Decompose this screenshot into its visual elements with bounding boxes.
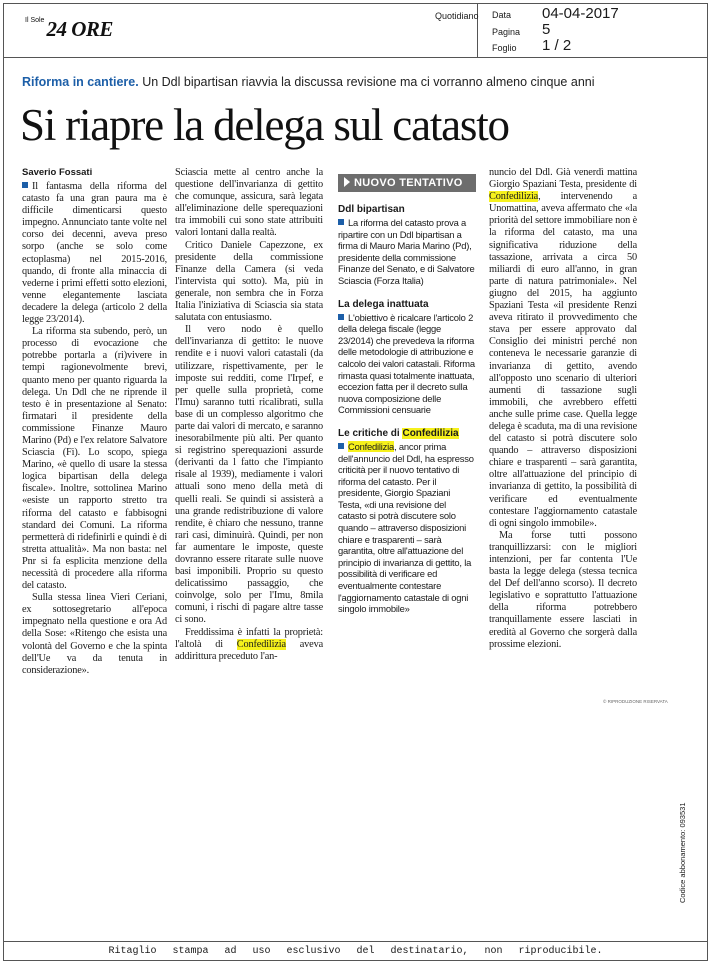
paragraph: Sulla stessa linea Vieri Ceriani, ex sottosegretario all'epoca impegnato nella questione e ora Ad della Sose: «Ritengo che esista una volontà del Governo e che la spinta dell'Ue va da tenuta in considerazione». (22, 592, 167, 676)
square-bullet-icon (338, 219, 344, 225)
article-column-4 (489, 167, 637, 651)
paragraph: Sciascia mette al centro anche la questione dell'invarianza di gettito che comunque, assicura, sarà legata all'eliminazione delle sperequazioni tra immobili cui sono state attribuiti valori lontani dalla realtà. (175, 167, 323, 239)
subscription-code: Codice abbonamento: 093531 (678, 802, 687, 903)
highlighted-term: Confedilizia (236, 638, 286, 650)
paragraph: Critico Daniele Capezzone, ex presidente della commissione Finanze della Camera (si veda l'intervista qui sotto). Ma, più in generale, non sembra che in Forza Italia l'iniziativa di Sciascia sia stata salutata con entusiasmo. (175, 239, 323, 324)
sheet-value: 1 / 2 (542, 37, 572, 54)
logo-small-text: Il Sole (25, 17, 45, 24)
square-bullet-icon (22, 182, 28, 188)
square-bullet-icon (338, 443, 344, 449)
paragraph: Il fantasma della riforma del catasto fa una gran paura ma è difficile dimenticarsi questo impegno. Annunciato tante volte nel corso dei decenni, aveva preso sorpo (anche se solo come ectoplasma) nel 2015-2016, quando, di fronte alla minaccia di vederne i primi effetti sotto elezioni, venne elegantemente lasciata decadere la delega (articolo 2 della legge 23/2014). (22, 181, 167, 326)
box-header: NUOVO TENTATIVO (338, 174, 476, 192)
page-value: 5 (542, 21, 551, 38)
square-bullet-icon (338, 314, 344, 320)
paragraph: La riforma sta subendo, però, un processo di evocazione che potrebbe portarla a (ri)vivere in tempi ragionevolmente brevi, quanto meno per quanto riguarda la delega. Un Ddl che ne riprende il testo è in presentazione al Senato: firmatari il presidente della commissione Finanze Mauro Marino (Pd) e l'ex relatore Salvatore Sciascia (Fi). Lo scopo, spiega Marino, «è quello di usare la stessa logica bipartisan della delega fiscale». Inoltre, sottolinea Marino «esiste un rapporto stretto tra riforma del catasto e fabbisogni standard dei Comuni. La riforma permetterà di ridefinirli e quindi è di stretta attualità». Ma non basta: nel Pnr si fa esplicita menzione della necessità di procedere alla riforma del catasto. (22, 326, 167, 592)
triangle-icon (344, 177, 350, 187)
kicker-bold: Riforma in cantiere. (22, 75, 139, 89)
box-section-text: Confedilizia, ancor prima dell'annuncio del Ddl, ha espresso criticità per il nuovo tentativo di riforma del catasto. Per il presidente, Giorgio Spaziani Testa, «di una revisione del catasto si potrà discutere solo quando – attraverso disposizioni chiare e trasparenti – sarà garantita, oltre all'attuazione del principio di invarianza di gettito, la possibilità di verificare ed eventualmente contestare l'aggiornamento catastale di ogni singolo immobile» (338, 440, 474, 615)
masthead-area (3, 3, 478, 58)
paragraph: Il vero nodo è quello dell'invarianza di gettito: le nuove rendite e i nuovi valori catastali (da utilizzare, rispettivamente, per le imposte sui redditi, come l'Irpef, e per quelle sulla proprietà, come l'Imu) saranno tutti ricalibrati, sulla base di un complesso algoritmo che parte dai valori di mercato, e saranno inesorabilmente più alti. Per quanto si registrino sperequazioni assurde (derivanti da l fatto che l'impianto risale al 1939), mediamente i valori attuali sono meno della metà di quelli reali. Se quindi si assisterà a una grande redistribuzione di valore rendite, è chiaro che nessuno, tranne rari casi, diminuirà. Quindi, per non far aumentare le imposte, queste dovranno essere ritarate sulle nuove basi imponibili. Proprio su questo delicatissimo passaggio, che coinvolge, solo per l'Imu, 8mila comuni, i rischi di pagare altre tasse ci sono. (175, 324, 323, 626)
newspaper-logo (25, 17, 113, 42)
article-byline: Saverio Fossati (22, 167, 93, 178)
page-label: Pagina (492, 27, 521, 37)
article-headline: Si riapre la delega sul catasto (20, 100, 509, 150)
logo-big-text: 24 ORE (46, 17, 113, 41)
sidebar-box (338, 174, 476, 715)
box-section-text: La riforma del catasto prova a ripartire con un Ddl bipartisan a firma di Mauro Maria Marino (Pd), presidente della commissione Finanze del Senato, e di Salvatore Sciascia (Forza Italia) (338, 217, 475, 286)
article-column-2 (175, 167, 323, 663)
highlighted-term: Confedilizia (402, 427, 459, 439)
sheet-label: Foglio (492, 43, 517, 53)
paragraph: Ma forse tutti possono tranquillizzarsi: con le migliori intenzioni, per far contenta l'Ue basta la legge delega (stessa tecnica del Def dell'anno scorso). Il decreto legislativo e soprattutto l'attuazione della riforma potrebbero tranquillamente essere lasciati in eredità al Governo che sorgerà dalla prossime elezioni. (489, 529, 637, 650)
copyright-notice: © RIPRODUZIONE RISERVATA (603, 699, 668, 704)
box-section-title: Ddl bipartisan (338, 204, 405, 215)
box-section-text: L'obiettivo è ricalcare l'articolo 2 della delega fiscale (legge 23/2014) che prevedeva la riforma delle metodologie di attribuzione e calcolo dei valori catastali. Riforma rimasta quasi totalmente inattuata, eccezion fatta per il decreto sulla nuova composizione delle Commissioni censuarie (338, 311, 475, 416)
footer-disclaimer: Ritaglio stampa ad uso esclusivo del destinatario, non riproducibile. (3, 941, 708, 961)
publication-type: Quotidiano (435, 11, 479, 21)
box-section-title: Le critiche di Confedilizia (338, 427, 459, 439)
highlighted-term: Confedilizia (489, 191, 539, 203)
article-kicker (22, 75, 595, 89)
highlighted-term: Confedilizia (348, 440, 395, 452)
article-column-1 (22, 181, 167, 677)
box-section-title: La delega inattuata (338, 298, 429, 310)
kicker-text: Un Ddl bipartisan riavvia la discussa revisione ma ci vorranno almeno cinque anni (142, 75, 595, 89)
date-label: Data (492, 10, 512, 20)
date-value: 04-04-2017 (542, 5, 619, 22)
paragraph: nuncio del Ddl. Già venerdì mattina Giorgio Spaziani Testa, presidente di Confedilizia, intervenendo a Unomattina, aveva affermato che «la priorità del settore immobiliare non è la riforma del catasto, ma una significativa riduzione della tassazione, arrivata a circa 50 miliardi di euro all'anno, in gran parte di natura patrimoniale». Nel giugno del 2015, ha aggiunto Spaziani Testa «il presidente Renzi aveva ritirato il provvedimento che stava per essere approvato dal Consiglio dei ministri perché non conteneva le necessarie garanzie di invarianza di gettito, avendo all'opposto uno scenario di ulteriori aumenti di tassazione sugli immobili, che avrebbero effetti anche sulle prime case. Quella legge delega è scaduta, ma di una revisione del catasto si potrà discutere solo quando – attraverso disposizioni chiare e trasparenti – sarà garantita, oltre all'attuazione del principio di invarianza di gettito, la possibilità di verificare ed eventualmente contestare l'aggiornamento catastale di ogni singolo immobile». (489, 167, 637, 529)
paragraph: Freddissima è infatti la proprietà: l'altolà di Confedilizia aveva addirittura preceduto l'an- (175, 626, 323, 662)
